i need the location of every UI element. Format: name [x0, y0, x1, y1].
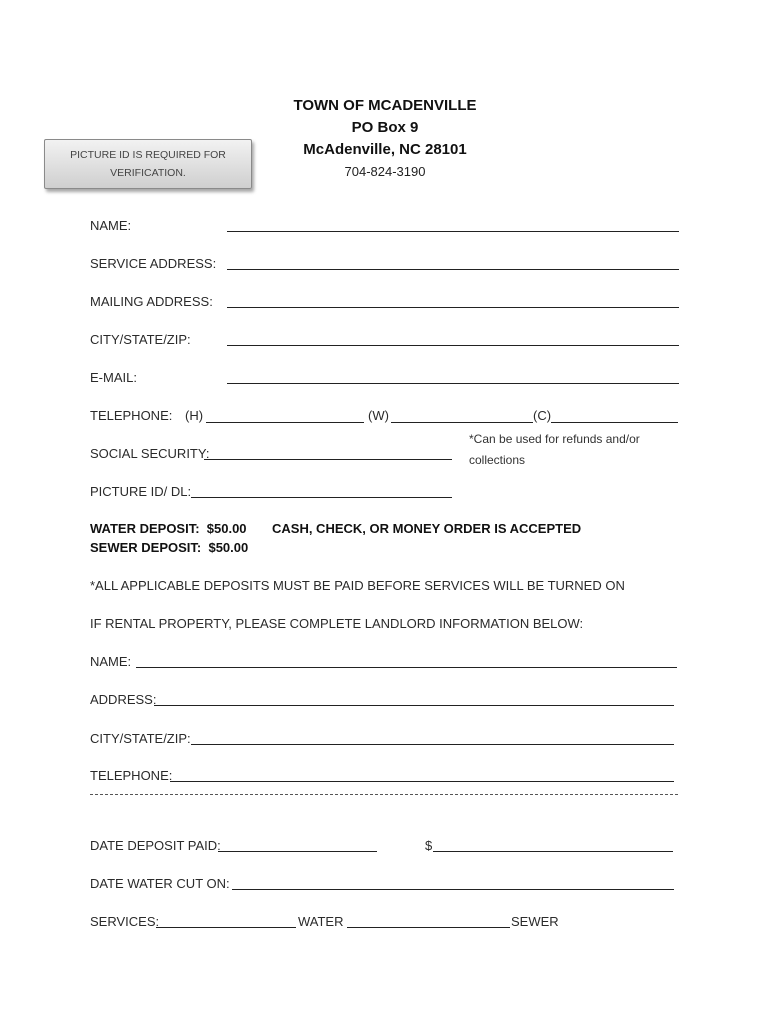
date-water-cut-on-field[interactable]	[232, 889, 674, 890]
telephone-work-label: (W)	[368, 408, 389, 423]
amount-field[interactable]	[433, 851, 673, 852]
water-deposit: WATER DEPOSIT: $50.00	[90, 521, 247, 536]
social-security-label: SOCIAL SECURITY:	[90, 446, 210, 461]
telephone-cell-label: (C)	[533, 408, 552, 423]
email-label: E-MAIL:	[90, 370, 137, 385]
picture-id-notice-line2: VERIFICATION.	[110, 167, 186, 179]
name-field[interactable]	[227, 231, 679, 232]
social-security-note-line1: *Can be used for refunds and/or	[469, 432, 640, 446]
landlord-name-field[interactable]	[136, 667, 677, 668]
landlord-telephone-field[interactable]	[170, 781, 674, 782]
landlord-city-state-zip-label: CITY/STATE/ZIP:	[90, 731, 191, 746]
services-water-label: WATER	[298, 914, 344, 929]
mailing-address-label: MAILING ADDRESS:	[90, 294, 213, 309]
telephone-cell-field[interactable]	[551, 422, 678, 423]
picture-id-field[interactable]	[191, 497, 452, 498]
deposit-notice: *ALL APPLICABLE DEPOSITS MUST BE PAID BEFORE SERVICES WILL BE TURNED ON	[90, 578, 625, 593]
payment-methods: CASH, CHECK, OR MONEY ORDER IS ACCEPTED	[272, 521, 582, 536]
town-city: McAdenville, NC 28101	[303, 141, 467, 158]
landlord-city-state-zip-field[interactable]	[191, 744, 674, 745]
amount-symbol: $	[425, 838, 433, 853]
telephone-label: TELEPHONE:	[90, 408, 173, 423]
city-state-zip-field[interactable]	[227, 345, 679, 346]
telephone-home-field[interactable]	[206, 422, 364, 423]
services-label: SERVICES:	[90, 914, 160, 929]
date-deposit-paid-label: DATE DEPOSIT PAID:	[90, 838, 221, 853]
landlord-name-label: NAME:	[90, 654, 132, 669]
picture-id-notice-line1: PICTURE ID IS REQUIRED FOR	[70, 149, 226, 161]
town-phone: 704-824-3190	[344, 164, 426, 179]
city-state-zip-label: CITY/STATE/ZIP:	[90, 332, 191, 347]
letterhead	[270, 95, 500, 183]
service-address-field[interactable]	[227, 269, 679, 270]
social-security-note-line2: collections	[469, 453, 526, 467]
po-box: PO Box 9	[351, 119, 419, 136]
landlord-telephone-label: TELEPHONE:	[90, 768, 173, 783]
sewer-deposit: SEWER DEPOSIT: $50.00	[90, 540, 249, 555]
landlord-address-field[interactable]	[154, 705, 674, 706]
picture-id-notice	[44, 139, 252, 189]
services-water-field[interactable]	[156, 927, 296, 928]
date-deposit-paid-field[interactable]	[218, 851, 377, 852]
services-sewer-field[interactable]	[347, 927, 510, 928]
section-divider	[90, 794, 678, 795]
mailing-address-field[interactable]	[227, 307, 679, 308]
social-security-field[interactable]	[204, 459, 452, 460]
service-address-label: SERVICE ADDRESS:	[90, 256, 217, 271]
social-security-note	[469, 429, 640, 471]
email-field[interactable]	[227, 383, 679, 384]
services-sewer-label: SEWER	[511, 914, 559, 929]
telephone-work-field[interactable]	[391, 422, 533, 423]
town-name: TOWN OF MCADENVILLE	[293, 97, 477, 114]
name-label: NAME:	[90, 218, 132, 233]
date-water-cut-on-label: DATE WATER CUT ON:	[90, 876, 230, 891]
telephone-home-label: (H)	[185, 408, 204, 423]
picture-id-label: PICTURE ID/ DL:	[90, 484, 192, 499]
landlord-intro: IF RENTAL PROPERTY, PLEASE COMPLETE LANDLORD INFORMATION BELOW:	[90, 616, 584, 631]
landlord-address-label: ADDRESS:	[90, 692, 157, 707]
